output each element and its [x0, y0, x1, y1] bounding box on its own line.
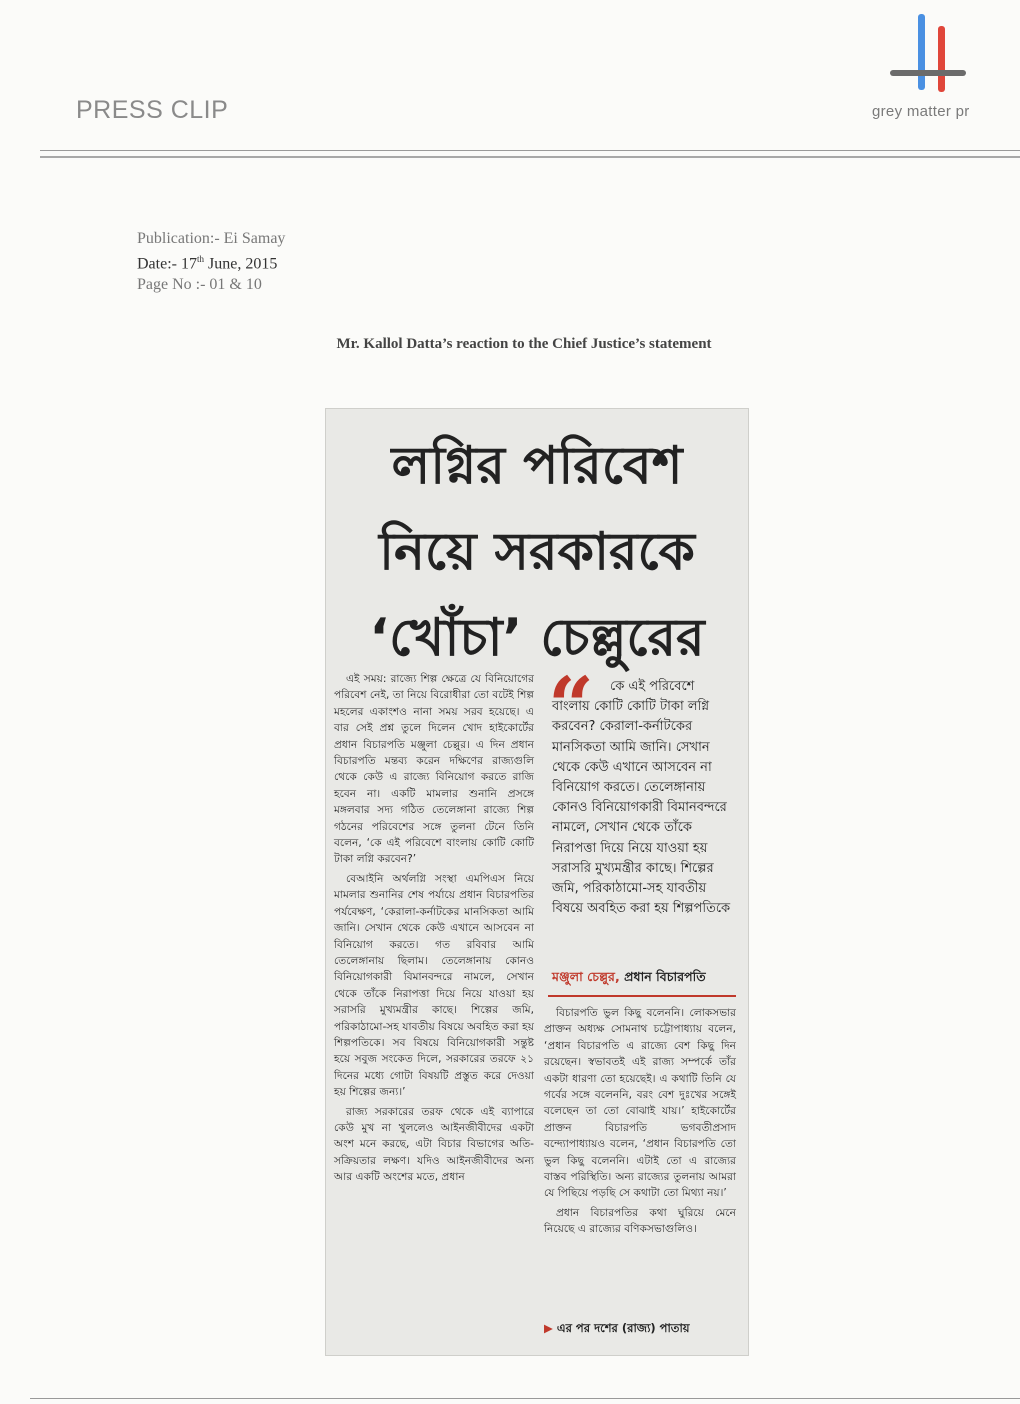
- clip-caption: Mr. Kallol Datta’s reaction to the Chief Justice’s statement: [336, 336, 712, 352]
- date-prefix: Date:- 17: [137, 255, 197, 273]
- newspaper-clipping: [325, 408, 749, 1356]
- date-suffix-sup: th: [196, 254, 204, 264]
- pull-quote-body: কে এই পরিবেশে বাংলায় কোটি কোটি টাকা লগ্নি করবেন? কেরালা-কর্নাটকের মানসিকতা আমি জানি। সেখান থেকে কেউ এখানে আসবেন না বিনিয়োগ করতে। তেলেঙ্গানায় কোনও বিনিয়োগকারী বিমানবন্দরে নামলে, সেখান থেকে তাঁকে নিরাপত্তা দিয়ে নিয়ে যাওয়া হয় সরাসরি মুখ্যমন্ত্রীর কাছে। শিল্পের জমি, পরিকাঠামো-সহ যাবতীয় বিষয়ে অবহিত করা হয় শিল্পপতিকে: [552, 679, 731, 917]
- headline-line-1: লগ্নির পরিবেশ: [391, 436, 683, 496]
- quote-mark-icon: “: [548, 659, 595, 753]
- article-paragraph: রাজ্য সরকারের তরফ থেকে এই ব্যাপারে কেউ মুখ না খুললেও আইনজীবীদের একটা অংশ মনে করছে, এটা বিচার বিভাগের অতি-সক্রিয়তার লক্ষণ। যদিও আইনজীবীদের অন্য আর একটি অংশের মতে, প্রধান: [334, 1105, 534, 1184]
- triangle-arrow-icon: ▶: [544, 1321, 557, 1335]
- article-headline: [336, 423, 738, 681]
- continued-text: এর পর দশের (রাজ্য) পাতায়: [556, 1321, 690, 1335]
- date-suffix: June, 2015: [204, 255, 278, 273]
- article-paragraph: বিচারপতি ভুল কিছু বলেননি। লোকসভার প্রাক্তন অধ্যক্ষ সোমনাথ চট্টোপাধ্যায় বলেন, ‘প্রধান বিচারপতি এ রাজ্যে বেশ কিছু দিন রয়েছেন। স্বভাবতই এই রাজ্য সম্পর্কে তাঁর একটা ধারণা তো হয়েছেই। এ কথাটি তিনি যে গর্বের সঙ্গে বলেননি, বরং বেশ দুঃখের সঙ্গেই বলেছেন তা তো বোঝাই যায়।’ হাইকোর্টের প্রাক্তন বিচারপতি ভগবতীপ্রসাদ বন্দ্যোপাধ্যায়ও বলেন, ‘প্রধান বিচারপতি তো ভুল কিছু বলেননি। এটাই তো এ রাজ্যের বাস্তব পরিস্থিতি। অন্য রাজ্যের তুলনায় আমরা যে পিছিয়ে পড়ছি সে কথাটা তো মিথ্যা নয়।’: [544, 1007, 736, 1200]
- quote-attr-name: মঞ্জুলা চেল্লুর,: [552, 969, 620, 984]
- date-line: [137, 249, 285, 274]
- header-rule: [40, 150, 1020, 151]
- pull-quote-rule: [548, 995, 736, 997]
- headline-line-2: নিয়ে সরকারকে: [379, 522, 695, 582]
- page-no-line: Page No :- 01 & 10: [137, 276, 262, 294]
- clip-meta: [137, 228, 285, 295]
- logo-text: grey matter pr: [872, 103, 970, 120]
- article-left-column: [334, 671, 534, 1189]
- headline-line-3: ‘খোঁচা’ চেল্লুরের: [369, 608, 705, 668]
- article-right-column: [544, 1005, 736, 1241]
- publication-line: Publication:- Ei Samay: [137, 230, 286, 247]
- continued-note: [544, 1320, 690, 1339]
- pull-quote-attribution: [552, 969, 706, 989]
- pull-quote: [544, 659, 736, 997]
- article-paragraph: প্রধান বিচারপতির কথা ঘুরিয়ে মেনে নিয়েছে এ রাজ্যের বণিকসভাগুলিও।: [544, 1206, 736, 1236]
- article-paragraph: বেআইনি অর্থলগ্নি সংস্থা এমপিএস নিয়ে মামলার শুনানির শেষ পর্যায়ে প্রধান বিচারপতির পর্যবেক্ষণ, ‘কেরালা-কর্নাটকের মানসিকতা আমি জানি। সেখান থেকে কেউ এখানে আসবেন না বিনিয়োগ করতে। গত রবিবার আমি তেলেঙ্গানায় ছিলাম। তেলেঙ্গানায় কোনও বিনিয়োগকারী বিমানবন্দরে নামলে, সেখান থেকে তাঁকে নিরাপত্তা দিয়ে নিয়ে যাওয়া হয় সরাসরি মুখ্যমন্ত্রীর কাছে। শিল্পের জমি, পরিকাঠামো-সহ যাবতীয় বিষয়ে অবহিত করা হয় শিল্পপতিকে। সব বিষয়ে বিনিয়োগকারী সন্তুষ্ট হয়ে সবুজ সংকেত দিলে, সরকারের তরফে ২১ দিনের মধ্যে গোটা বিষয়টি প্রস্তুত করে দেওয়া হয় শিল্পের জন্য।’: [334, 872, 534, 1099]
- logo-red-bar: [938, 26, 945, 92]
- header-rule-thick: [40, 156, 1020, 158]
- pull-quote-text: [552, 677, 736, 919]
- logo-grey-bar: [890, 70, 966, 76]
- footer-rule: [30, 1398, 1020, 1399]
- article-paragraph: এই সময়: রাজ্যে শিল্প ক্ষেত্রে যে বিনিয়োগের পরিবেশ নেই, তা নিয়ে বিরোধীরা তো বটেই শিল্প মহলের একাংশও নানা সময় সরব হয়েছে। এ বার সেই প্রশ্ন তুলে দিলেন খোদ হাইকোর্টের প্রধান বিচারপতি মঞ্জুলা চেল্লুর। এ দিন প্রধান বিচারপতি মন্তব্য করেন দক্ষিণের রাজ্যগুলি থেকে কেউ এ রাজ্যে বিনিয়োগ করতে রাজি হবেন না। একটি মামলার শুনানি প্রসঙ্গে মঙ্গলবার সদ্য গঠিত তেলেঙ্গানা রাজ্যে শিল্প গঠনের পরিবেশের সঙ্গে তুলনা টেনে তিনি বলেন, ‘কে এই পরিবেশে বাংলায় কোটি কোটি টাকা লগ্নি করবেন?’: [334, 673, 534, 866]
- logo-blue-bar: [918, 14, 925, 90]
- quote-attr-title: প্রধান বিচারপতি: [619, 969, 706, 984]
- press-clip-title: PRESS CLIP: [76, 96, 229, 124]
